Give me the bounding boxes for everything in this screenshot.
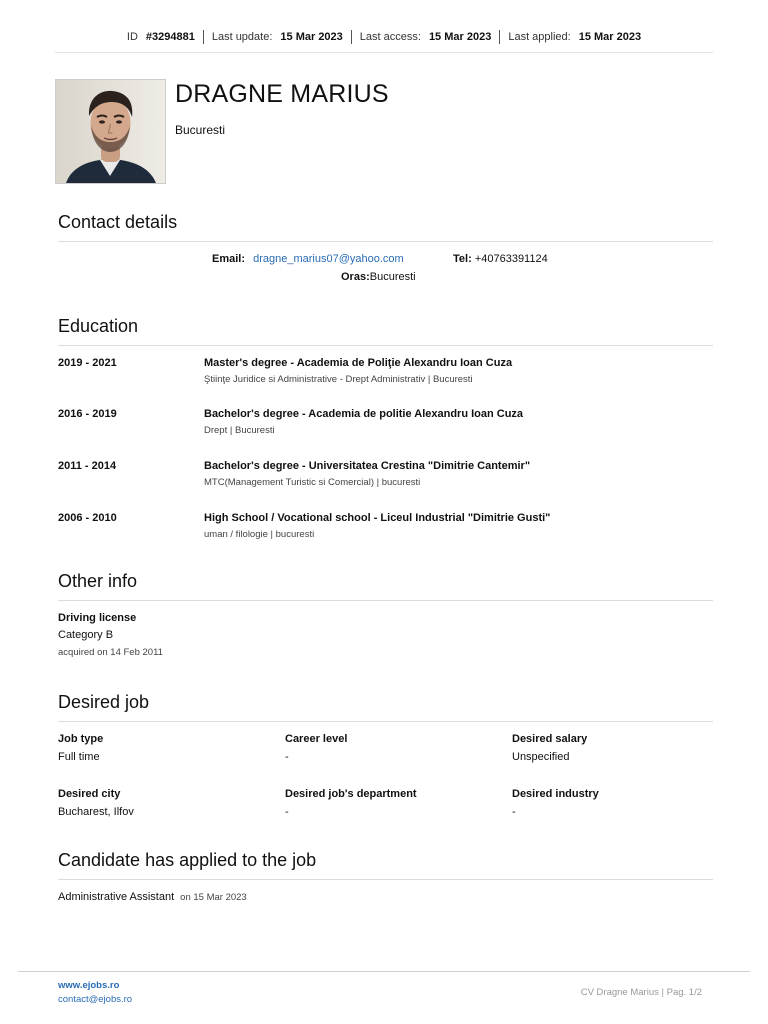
- oras-value: Bucuresti: [369, 271, 416, 283]
- job-type-field: [58, 733, 258, 763]
- email-link[interactable]: dragne_marius07@yahoo.com: [253, 253, 404, 265]
- education-details: Drept | Bucuresti: [204, 425, 275, 436]
- driving-license-label: Driving license: [58, 612, 137, 624]
- contact-details-heading: Contact details: [58, 212, 713, 242]
- tel-value: +40763391124: [474, 253, 548, 265]
- cv-id: [119, 22, 203, 52]
- education-years: 2011 - 2014: [58, 460, 117, 472]
- email-label: Email:: [212, 253, 246, 265]
- career-level-label: Career level: [285, 733, 348, 745]
- applied-job-title: Administrative Assistant: [58, 891, 175, 903]
- tel-row: [453, 253, 548, 265]
- applied-job-date: on 15 Mar 2023: [180, 892, 247, 903]
- career-level-value: -: [285, 751, 289, 763]
- desired-salary-label: Desired salary: [512, 733, 588, 745]
- last-applied-value: 15 Mar 2023: [578, 31, 642, 43]
- footer-divider: [18, 971, 750, 972]
- desired-city-value: Bucharest, Ilfov: [58, 806, 134, 818]
- education-item: [58, 460, 713, 496]
- education-degree: Bachelor's degree - Universitatea Crestina "Dimitrie Cantemir": [204, 460, 531, 472]
- candidate-name: DRAGNE MARIUS: [175, 80, 389, 108]
- desired-industry-field: [512, 788, 712, 818]
- tel-label: Tel:: [453, 253, 472, 265]
- last-update-value: 15 Mar 2023: [280, 31, 343, 43]
- footer-website-link[interactable]: www.ejobs.ro: [58, 980, 120, 991]
- cv-id-label: ID: [126, 31, 138, 43]
- email-row: [212, 253, 404, 265]
- job-type-label: Job type: [58, 733, 104, 745]
- education-details: Ştiinţe Juridice si Administrative - Drept Administrativ | Bucuresti: [204, 374, 473, 385]
- last-access-value: 15 Mar 2023: [428, 31, 492, 43]
- last-applied: [500, 22, 649, 52]
- oras-row: [341, 271, 416, 283]
- career-level-field: [285, 733, 485, 763]
- driving-license-acquired: acquired on 14 Feb 2011: [58, 647, 163, 658]
- profile-photo-illustration: [56, 80, 165, 183]
- desired-industry-value: -: [512, 806, 516, 818]
- education-item: [58, 357, 713, 393]
- desired-salary-value: Unspecified: [512, 751, 570, 763]
- education-years: 2006 - 2010: [58, 512, 117, 524]
- desired-department-label: Desired job's department: [285, 788, 417, 800]
- education-details: uman / filologie | bucuresti: [204, 529, 315, 540]
- education-degree: Master's degree - Academia de Poliţie Alexandru Ioan Cuza: [204, 357, 513, 369]
- education-years: 2019 - 2021: [58, 357, 117, 369]
- job-type-value: Full time: [58, 751, 100, 763]
- education-item: [58, 408, 713, 444]
- profile-photo: [55, 79, 166, 184]
- education-degree: High School / Vocational school - Liceul Industrial "Dimitrie Gusti": [204, 512, 551, 524]
- education-years: 2016 - 2019: [58, 408, 117, 420]
- footer-page-info: CV Dragne Marius | Pag. 1/2: [580, 987, 702, 998]
- education-item: [58, 512, 713, 548]
- desired-industry-label: Desired industry: [512, 788, 599, 800]
- last-update: [204, 22, 351, 52]
- desired-city-label: Desired city: [58, 788, 121, 800]
- other-info-heading: Other info: [58, 571, 713, 601]
- desired-department-value: -: [285, 806, 289, 818]
- education-details: MTC(Management Turistic si Comercial) | bucuresti: [204, 477, 421, 488]
- education-heading: Education: [58, 316, 713, 346]
- desired-city-field: [58, 788, 258, 818]
- cv-meta-bar: [55, 22, 713, 53]
- driving-license-block: [58, 612, 163, 658]
- desired-salary-field: [512, 733, 712, 763]
- oras-label: Oras:: [341, 271, 370, 283]
- desired-department-field: [285, 788, 485, 818]
- footer-email-link[interactable]: contact@ejobs.ro: [58, 994, 133, 1005]
- cv-id-value: #3294881: [145, 31, 195, 43]
- last-access: [352, 22, 500, 52]
- last-access-label: Last access:: [359, 31, 421, 43]
- education-degree: Bachelor's degree - Academia de politie Alexandru Ioan Cuza: [204, 408, 524, 420]
- desired-job-heading: Desired job: [58, 692, 713, 722]
- applied-jobs-heading: Candidate has applied to the job: [58, 850, 713, 880]
- applied-job-row: [58, 891, 247, 903]
- last-update-label: Last update:: [211, 31, 273, 43]
- last-applied-label: Last applied:: [508, 31, 571, 43]
- driving-license-category: Category B: [58, 629, 114, 641]
- candidate-city: Bucuresti: [175, 123, 226, 137]
- footer-contact: [58, 979, 132, 1007]
